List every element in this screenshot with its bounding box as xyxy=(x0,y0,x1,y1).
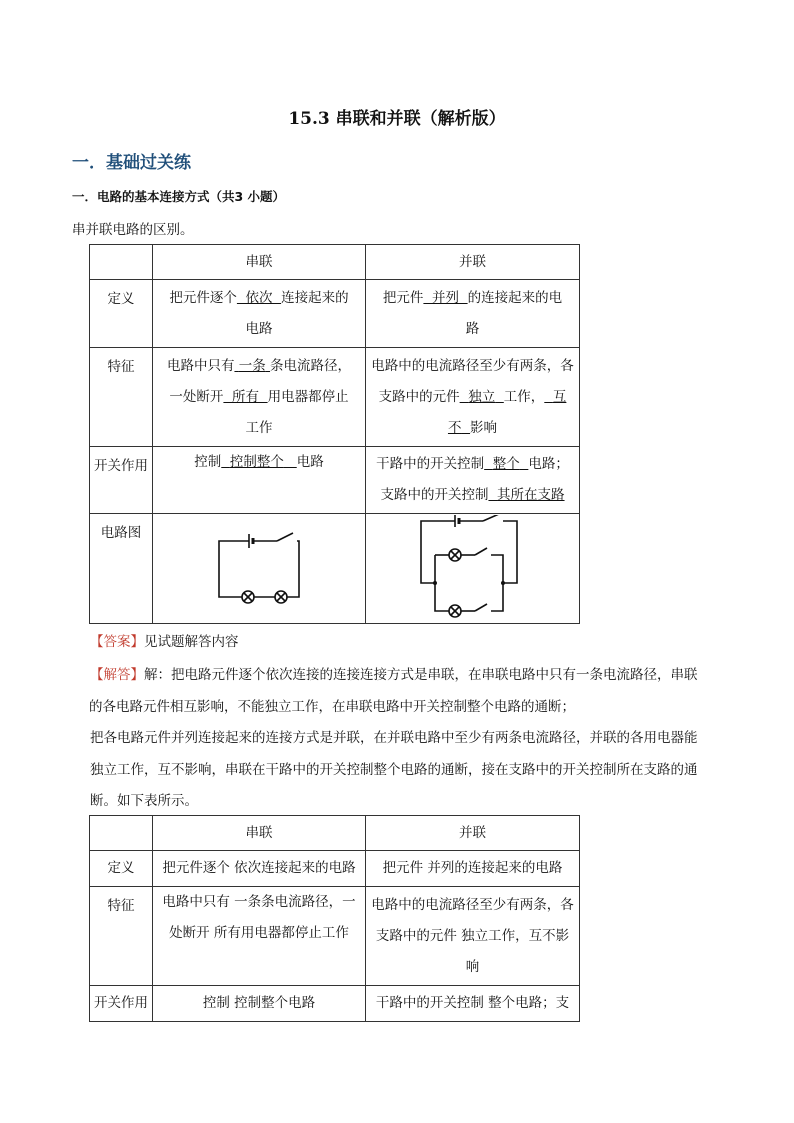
text-fragment: 支路中的开关控制 xyxy=(380,487,489,503)
table-corner-cell xyxy=(90,816,153,851)
cell-feature-parallel xyxy=(366,348,580,447)
blank-answer xyxy=(448,420,470,436)
cell-definition-series: 把元件逐个 依次连接起来的电路 xyxy=(153,851,366,887)
text-fragment: 一处断开 xyxy=(169,388,224,405)
table-row-switch xyxy=(90,447,580,514)
question-intro: 串并联电路的区别。 xyxy=(72,222,194,238)
column-header-parallel: 并联 xyxy=(366,816,580,851)
text-fragment: 电路 xyxy=(296,454,324,470)
cell-feature-series xyxy=(153,348,366,447)
blank-answer-text: 控制整个 xyxy=(229,454,284,470)
table-row-definition xyxy=(90,280,580,348)
answer-line xyxy=(90,630,239,650)
row-label-feature: 特征 xyxy=(90,348,153,447)
blank-answer xyxy=(234,358,270,374)
blank-answer xyxy=(488,487,564,503)
table-row-definition xyxy=(90,851,580,887)
analysis-tag: 【解答】 xyxy=(90,667,144,683)
column-header-series: 串联 xyxy=(153,816,366,851)
cell-definition-parallel: 把元件 并列的连接起来的电路 xyxy=(366,851,580,887)
blank-answer-text: 互 xyxy=(552,388,567,405)
blank-answer-text: 一条 xyxy=(238,357,266,374)
text-fragment: 用电器都停止 xyxy=(267,388,349,405)
document-title: 15.3 串联和并联（解析版） xyxy=(288,109,506,129)
row-label-switch: 开关作用 xyxy=(90,986,153,1022)
series-circuit-svg xyxy=(199,529,319,609)
blank-answer-text: 不 xyxy=(447,419,462,436)
blank-answer xyxy=(223,389,267,405)
cell-switch-series xyxy=(153,447,366,514)
comparison-table-summary xyxy=(89,815,580,1022)
blank-answer-text: 并列 xyxy=(432,289,459,306)
analysis-line: 把各电路元件并列连接起来的连接方式是并联，在并联电路中至少有两条电流路径，并联的各用电器能 xyxy=(90,730,698,746)
analysis-text: 解：把电路元件逐个依次连接的连接连接方式是串联，在串联电路中只有一条电流路径，串联 xyxy=(144,667,698,683)
analysis-block xyxy=(90,660,730,818)
table-row-feature xyxy=(90,887,580,986)
table-row-diagram xyxy=(90,514,580,624)
cell-switch-parallel xyxy=(366,447,580,514)
text-fragment: 支路中的元件 xyxy=(378,388,460,405)
text-fragment: 响 xyxy=(465,958,480,975)
table-header-row xyxy=(90,245,580,280)
text-fragment: 路 xyxy=(465,320,480,337)
text-fragment: 支路中的元件 独立工作，互不影 xyxy=(375,927,570,944)
text-fragment: 工作， xyxy=(503,388,545,405)
blank-answer-text: 独立 xyxy=(468,388,496,405)
table-row-feature xyxy=(90,348,580,447)
answer-text: 见试题解答内容 xyxy=(144,634,239,650)
text-fragment: 干路中的开关控制 xyxy=(376,456,485,472)
parallel-circuit-diagram xyxy=(366,514,580,624)
blank-answer xyxy=(237,290,281,306)
text-fragment: 处断开 所有用电器都停止工作 xyxy=(169,925,349,941)
row-label-diagram: 电路图 xyxy=(90,514,153,624)
text-fragment: 把元件逐个 xyxy=(169,289,237,306)
analysis-line: 的各电路元件相互影响，不能独立工作，在串联电路中开关控制整个电路的通断； xyxy=(89,698,575,715)
blank-answer-text: 所有 xyxy=(232,388,259,405)
row-label-feature: 特征 xyxy=(90,887,153,986)
cell-definition-series xyxy=(153,280,366,348)
analysis-line xyxy=(90,660,730,692)
subsection-heading: 一．电路的基本连接方式（共3 小题） xyxy=(72,189,286,204)
series-circuit-diagram xyxy=(153,514,366,624)
table-row-switch xyxy=(90,986,580,1022)
column-header-parallel: 并联 xyxy=(366,245,580,280)
comparison-table-answer xyxy=(89,244,580,624)
row-label-switch: 开关作用 xyxy=(90,447,153,514)
column-header-series: 串联 xyxy=(153,245,366,280)
blank-answer xyxy=(221,454,296,470)
text-fragment: 连接起来的 xyxy=(281,289,349,306)
text-fragment: 工作 xyxy=(245,419,273,436)
text-fragment: 电路； xyxy=(528,456,569,472)
text-fragment: 电路中只有 xyxy=(166,357,235,374)
blank-answer-text: 依次 xyxy=(245,289,273,306)
section-heading: 一．基础过关练 xyxy=(72,153,191,173)
cell-feature-series xyxy=(153,887,366,986)
text-fragment: 把元件 xyxy=(382,289,424,306)
cell-definition-parallel xyxy=(366,280,580,348)
row-label-definition: 定义 xyxy=(90,280,153,348)
blank-answer xyxy=(423,290,467,306)
text-fragment: 电路中的电流路径至少有两条，各 xyxy=(371,896,574,913)
text-fragment: 电路中的电流路径至少有两条，各 xyxy=(371,357,574,374)
text-fragment: 电路 xyxy=(245,320,273,337)
table-corner-cell xyxy=(90,245,153,280)
blank-answer xyxy=(544,389,566,405)
text-fragment: 的连接起来的电 xyxy=(467,289,563,306)
table-header-row xyxy=(90,816,580,851)
cell-switch-parallel: 干路中的开关控制 整个电路；支 xyxy=(366,986,580,1022)
answer-tag: 【答案】 xyxy=(90,634,144,650)
blank-answer xyxy=(460,389,504,405)
row-label-definition: 定义 xyxy=(90,851,153,887)
parallel-circuit-svg xyxy=(413,515,533,623)
text-fragment: 控制 xyxy=(194,454,222,470)
cell-feature-parallel xyxy=(366,887,580,986)
text-fragment: 影响 xyxy=(470,419,498,436)
analysis-line: 独立工作，互不影响，串联在干路中的开关控制整个电路的通断，接在支路中的开关控制所在支路的通 xyxy=(90,761,698,778)
cell-switch-series: 控制 控制整个电路 xyxy=(153,986,366,1022)
blank-answer-text: 其所在支路 xyxy=(497,487,565,503)
analysis-line: 断。如下表所示。 xyxy=(90,793,198,809)
text-fragment: 条电流路径， xyxy=(270,357,352,374)
blank-answer-text: 整个 xyxy=(492,456,520,472)
text-fragment: 电路中只有 一条条电流路径，一 xyxy=(162,894,356,910)
blank-answer xyxy=(484,456,528,472)
